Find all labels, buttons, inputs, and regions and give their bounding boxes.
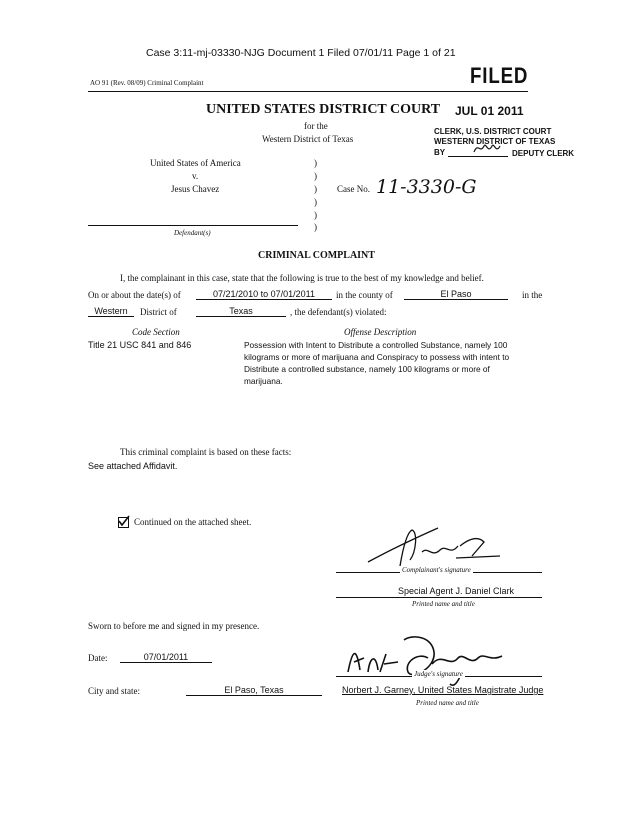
paren-2: )	[314, 171, 317, 181]
complainant-name-rule	[336, 597, 542, 598]
city-state-value: El Paso, Texas	[186, 685, 322, 696]
complainant-printed-label: Printed name and title	[412, 600, 475, 608]
stamp-deputy: DEPUTY CLERK	[512, 149, 575, 158]
see-attached: See attached Affidavit.	[88, 461, 178, 471]
form-id: AO 91 (Rev. 08/09) Criminal Complaint	[90, 79, 204, 87]
code-section-header: Code Section	[132, 327, 180, 337]
court-name: UNITED STATES DISTRICT COURT	[206, 102, 441, 117]
judge-name: Norbert J. Garney, United States Magistrate Judge	[342, 685, 544, 695]
stamp-clerk: CLERK, U.S. DISTRICT COURT	[434, 127, 552, 136]
judge-signature	[342, 632, 522, 692]
defendant-rule	[88, 225, 298, 226]
case-header-line: Case 3:11-mj-03330-NJG Document 1 Filed 07/01/11 Page 1 of 21	[146, 47, 456, 59]
defendant-label: Defendant(s)	[174, 229, 211, 237]
complaint-title: CRIMINAL COMPLAINT	[258, 250, 375, 261]
district-of-label: District of	[140, 307, 177, 317]
for-the: for the	[304, 121, 328, 131]
offense-line-3: Distribute a controlled substance, namely 100 kilograms or more of	[244, 364, 490, 374]
stamp-date: JUL 01 2011	[455, 104, 524, 118]
offense-line-2: kilograms or more of marijuana and Conspiracy to possess with intent to	[244, 352, 510, 362]
versus: v.	[192, 171, 199, 181]
stamp-district: WESTERN DISTRICT OF TEXAS	[434, 137, 556, 146]
judge-printed-label: Printed name and title	[416, 699, 479, 707]
court-district: Western District of Texas	[262, 134, 354, 144]
city-state-label: City and state:	[88, 686, 140, 696]
check-box-icon	[118, 517, 129, 528]
date-value: 07/01/2011	[120, 652, 212, 663]
judge-sig-label: Judge's signature	[414, 670, 463, 678]
date-label: Date:	[88, 653, 108, 663]
defendant-name: Jesus Chavez	[171, 184, 220, 194]
county-label: in the county of	[336, 290, 393, 300]
state-value: Texas	[196, 306, 286, 317]
violated-label: , the defendant(s) violated:	[290, 307, 387, 317]
complaint-intro: I, the complainant in this case, state that the following is true to the best of my knowledge and belief.	[120, 273, 484, 283]
complainant-name: Special Agent J. Daniel Clark	[398, 586, 515, 596]
facts-label: This criminal complaint is based on these facts:	[120, 447, 292, 457]
offense-line-1: Possession with Intent to Distribute a controlled Substance, namely 100	[244, 340, 508, 350]
paren-3: )	[314, 184, 317, 194]
county-value: El Paso	[404, 289, 508, 300]
plaintiff-name: United States of America	[150, 158, 241, 168]
sworn-statement: Sworn to before me and signed in my presence.	[88, 621, 260, 631]
district-value: Western	[88, 306, 134, 317]
paren-1: )	[314, 158, 317, 168]
code-section: Title 21 USC 841 and 846	[88, 340, 192, 350]
filed-stamp: FILED	[470, 63, 529, 88]
in-the-label: in the	[522, 290, 543, 300]
header-rule	[88, 91, 528, 92]
paren-5: )	[314, 210, 317, 220]
stamp-by: BY	[434, 148, 446, 157]
paren-4: )	[314, 197, 317, 207]
offense-dates: 07/21/2010 to 07/01/2011	[196, 289, 332, 300]
paren-6: )	[314, 222, 317, 232]
offense-description-header: Offense Description	[344, 327, 417, 337]
offense-line-4: marijuana.	[244, 376, 283, 386]
case-no-value: 11-3330-G	[376, 176, 477, 198]
on-or-about-label: On or about the date(s) of	[88, 290, 181, 300]
complainant-sig-label: Complainant's signature	[402, 566, 471, 574]
continued-label: Continued on the attached sheet.	[134, 517, 252, 527]
case-no-label: Case No.	[337, 184, 370, 194]
clerk-initials-mark	[470, 138, 510, 158]
